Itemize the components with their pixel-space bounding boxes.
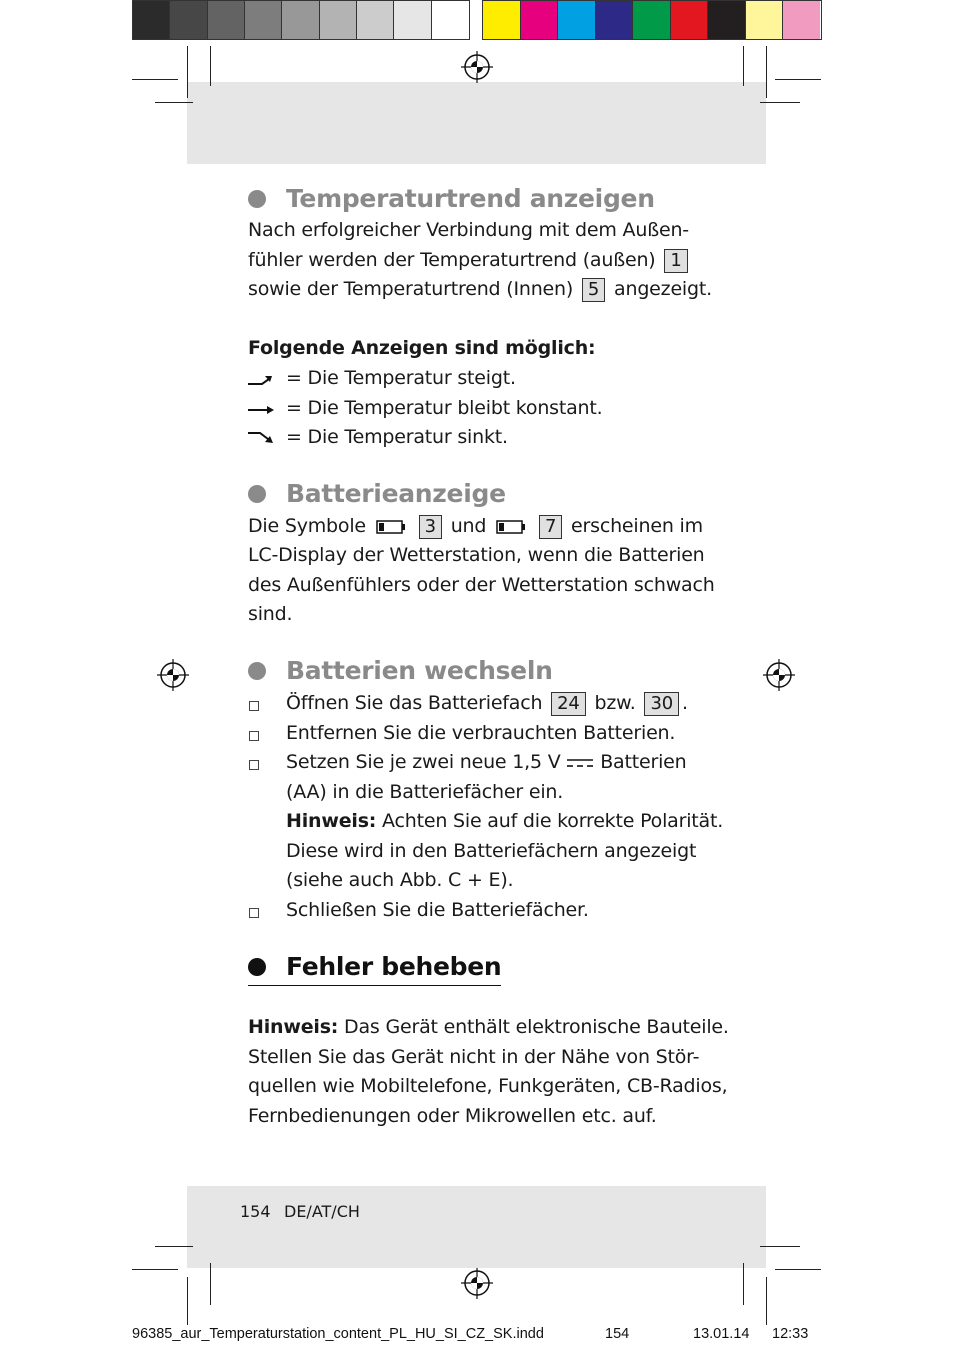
heading-text: Temperaturtrend anzeigen [286,184,655,213]
color-swatch [596,1,634,39]
text: fühler werden der Temperaturtrend (außen) [248,249,656,271]
heading-underline [248,985,501,986]
options-title: Folgende Anzeigen sind möglich: [248,337,596,359]
color-swatch [708,1,746,39]
grayscale-color-bar [132,0,470,40]
crop-mark [187,46,188,98]
option-text: = Die Temperatur sinkt. [286,426,508,448]
figure-reference: 3 [419,515,442,539]
paragraph-line [248,275,712,305]
text: angezeigt. [614,278,712,300]
slug-time: 12:33 [772,1326,809,1342]
color-swatch [208,1,245,39]
battery-low-icon [496,520,526,534]
registration-mark-icon [461,51,493,83]
crop-mark [132,1269,178,1270]
color-swatch [357,1,394,39]
crop-mark [743,46,744,86]
color-swatch [133,1,170,39]
heading-text: Batterien wechseln [286,656,553,685]
color-swatch [783,1,820,39]
registration-mark-icon [461,1267,493,1299]
paragraph-line: Fernbedienungen oder Mikrowellen etc. auf. [248,1105,657,1127]
crop-mark [155,102,193,103]
option-text: = Die Temperatur steigt. [286,367,516,389]
step-text: (AA) in die Batteriefächer ein. [286,781,564,803]
note-label: Hinweis: [248,1016,339,1038]
text: und [450,515,487,537]
crop-mark [210,1263,211,1305]
heading-text: Batterieanzeige [286,479,506,508]
color-swatch [483,1,521,39]
paragraph-line: sind. [248,603,293,625]
text: Das Gerät enthält elektronische Bauteile. [344,1016,729,1038]
color-swatch [245,1,282,39]
text: Setzen Sie je zwei neue 1,5 V [286,751,561,773]
crop-mark [760,102,800,103]
text: Öffnen Sie das Batteriefach [286,692,543,714]
color-swatch [671,1,709,39]
text: erscheinen im [571,515,703,537]
note-label: Hinweis: [286,810,377,832]
color-swatch [170,1,207,39]
step-bullet-icon [249,760,259,770]
paragraph-line: Stellen Sie das Gerät nicht in der Nähe von Stör- [248,1046,700,1068]
trend-falling-arrow-icon [248,430,274,444]
direct-current-symbol-icon [566,757,594,769]
footer-band [187,1186,766,1268]
note-line [286,807,723,837]
paragraph-line [248,512,703,542]
color-swatch [394,1,431,39]
step-bullet-icon [249,731,259,741]
crop-mark [775,79,821,80]
text: Die Symbole [248,515,366,537]
paragraph-line [248,246,691,276]
figure-reference: 7 [539,515,562,539]
crop-mark [155,1246,193,1247]
bullet-dot-icon [248,662,266,680]
section-heading-battery-indicator [248,479,506,508]
step-text: Entfernen Sie die verbrauchten Batterien. [286,722,676,744]
slug-filename: 96385_aur_Temperaturstation_content_PL_HU_SI_CZ_SK.indd [132,1326,544,1342]
figure-reference: 24 [551,692,586,716]
color-swatch [746,1,784,39]
paragraph-line: quellen wie Mobiltelefone, Funkgeräten, CB-Radios, [248,1075,728,1097]
note-line: (siehe auch Abb. C + E). [286,869,514,891]
figure-reference: 5 [582,278,605,302]
slug-date: 13.01.14 [693,1326,750,1342]
step-text [286,748,686,778]
header-band [187,82,766,164]
note-line: Diese wird in den Batteriefächern angezeigt [286,840,697,862]
crop-mark [766,46,767,98]
crop-mark [766,1277,767,1325]
option-text: = Die Temperatur bleibt konstant. [286,397,603,419]
figure-reference: 30 [644,692,679,716]
note-line [248,1013,729,1043]
color-swatch [282,1,319,39]
text: . [681,692,688,714]
figure-reference: 1 [664,249,687,273]
crop-mark [210,46,211,86]
trend-steady-arrow-icon [248,403,274,417]
text: Batterien [600,751,687,773]
text: Achten Sie auf die korrekte Polarität. [382,810,724,832]
battery-low-icon [376,520,406,534]
slug-page: 154 [605,1326,630,1342]
section-heading-temperature-trend [248,184,655,213]
color-swatch [432,1,468,39]
color-swatch [633,1,671,39]
step-bullet-icon [249,701,259,711]
section-heading-change-batteries [248,656,553,685]
heading-text: Fehler beheben [286,952,502,981]
paragraph-line: Nach erfolgreicher Verbindung mit dem Außen- [248,219,689,241]
crop-mark [743,1263,744,1305]
paragraph-line: LC-Display der Wetterstation, wenn die Batterien [248,544,705,566]
crop-mark [775,1269,821,1270]
trend-rising-arrow-icon [248,373,274,387]
step-text: Schließen Sie die Batteriefächer. [286,899,589,921]
step-bullet-icon [249,908,259,918]
crop-mark [187,1277,188,1325]
section-heading-troubleshooting [248,952,501,981]
region-label: DE/AT/CH [284,1202,360,1221]
registration-mark-icon [763,659,795,691]
bullet-dot-icon [248,485,266,503]
color-swatch [521,1,559,39]
color-swatch [320,1,357,39]
text: sowie der Temperaturtrend (Innen) [248,278,574,300]
bullet-dot-icon [248,958,266,976]
registration-mark-icon [157,659,189,691]
paragraph-line: des Außenfühlers oder der Wetterstation schwach [248,574,715,596]
crop-mark [132,79,178,80]
step-text [286,689,688,719]
bullet-dot-icon [248,190,266,208]
color-swatch [558,1,596,39]
text: bzw. [594,692,636,714]
crop-mark [760,1246,800,1247]
process-color-bar [482,0,822,40]
page-number: 154 [240,1202,271,1221]
